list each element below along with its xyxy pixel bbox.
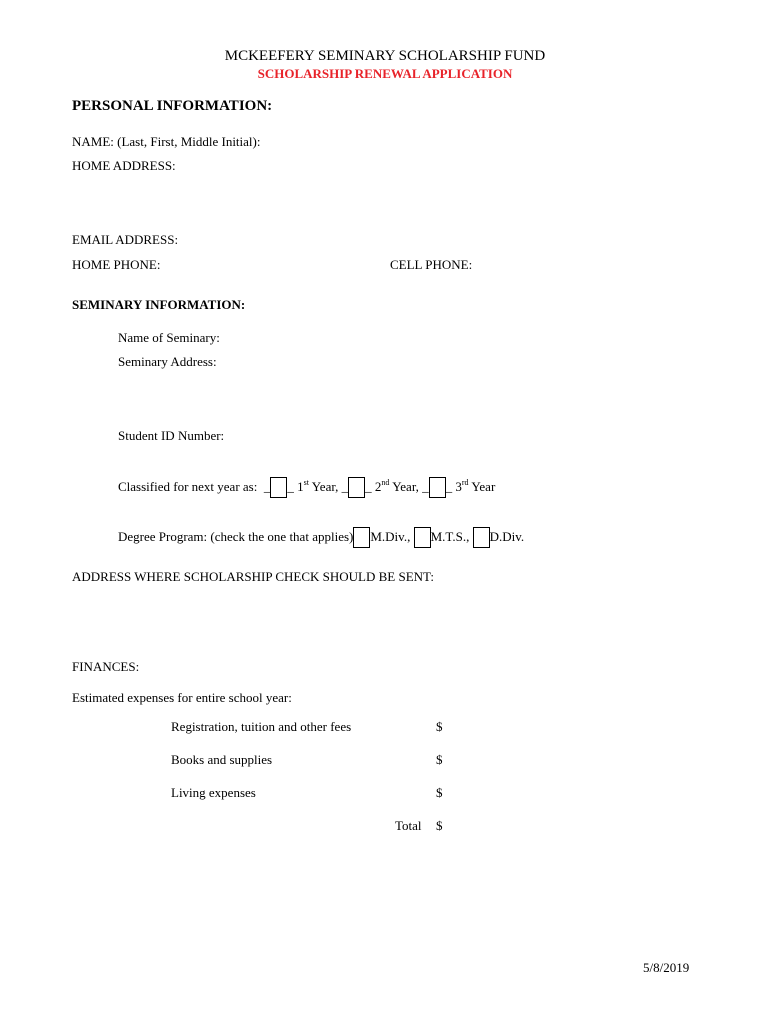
mts-checkbox[interactable] — [414, 527, 431, 548]
home-address-label: HOME ADDRESS: — [72, 158, 176, 173]
expenses-estimate-label: Estimated expenses for entire school year: — [72, 690, 292, 705]
total-dollar: $ — [436, 818, 443, 833]
student-id-label: Student ID Number: — [118, 428, 225, 443]
home-phone-label: HOME PHONE: — [72, 257, 161, 272]
classification-row: Classified for next year as: _ _ 1st Year, _ _ 2nd Year, _ _ 3rd Year — [118, 477, 495, 498]
total-label: Total — [395, 818, 422, 833]
email-label: EMAIL ADDRESS: — [72, 232, 179, 247]
seminary-info-heading: SEMINARY INFORMATION: — [72, 297, 246, 312]
footer-date: 5/8/2019 — [643, 960, 690, 975]
cell-phone-label: CELL PHONE: — [390, 257, 473, 272]
mdiv-checkbox[interactable] — [353, 527, 370, 548]
third-year-sup: rd — [461, 478, 469, 487]
seminary-name-label: Name of Seminary: — [118, 330, 220, 345]
first-year-sup: st — [303, 478, 309, 487]
first-year-label: Year, — [311, 479, 339, 494]
expense-dollar-registration: $ — [436, 719, 443, 734]
expense-dollar-books: $ — [436, 752, 443, 767]
third-year-label: Year — [471, 479, 496, 494]
check-address-label: ADDRESS WHERE SCHOLARSHIP CHECK SHOULD BE SENT: — [72, 569, 434, 584]
expense-dollar-living: $ — [436, 785, 443, 800]
second-year-label: Year, — [392, 479, 419, 494]
expense-item-living: Living expenses — [171, 785, 256, 800]
degree-label: Degree Program: (check the one that applies) — [118, 529, 354, 544]
mdiv-label: M.Div., — [370, 529, 411, 544]
form-title: MCKEEFERY SEMINARY SCHOLARSHIP FUND — [224, 48, 546, 64]
first-year-ord: 1 — [297, 479, 304, 494]
ddiv-label: D.Div. — [489, 529, 525, 544]
seminary-address-label: Seminary Address: — [118, 354, 217, 369]
second-year-ord: 2 — [374, 479, 382, 494]
classified-label: Classified for next year as: — [118, 479, 258, 494]
personal-info-heading: PERSONAL INFORMATION: — [72, 98, 273, 114]
mts-label: M.T.S., — [430, 529, 470, 544]
expense-item-books: Books and supplies — [171, 752, 273, 767]
second-year-checkbox[interactable] — [348, 477, 365, 498]
degree-row — [118, 527, 524, 548]
finances-heading: FINANCES: — [72, 659, 140, 674]
form-subtitle: SCHOLARSHIP RENEWAL APPLICATION — [257, 66, 513, 81]
third-year-checkbox[interactable] — [429, 477, 446, 498]
third-year-ord: 3 — [455, 479, 462, 494]
expense-item-registration: Registration, tuition and other fees — [171, 719, 352, 734]
second-year-sup: nd — [381, 478, 390, 487]
name-label: NAME: (Last, First, Middle Initial): — [72, 134, 261, 149]
first-year-checkbox[interactable] — [270, 477, 287, 498]
ddiv-checkbox[interactable] — [473, 527, 490, 548]
